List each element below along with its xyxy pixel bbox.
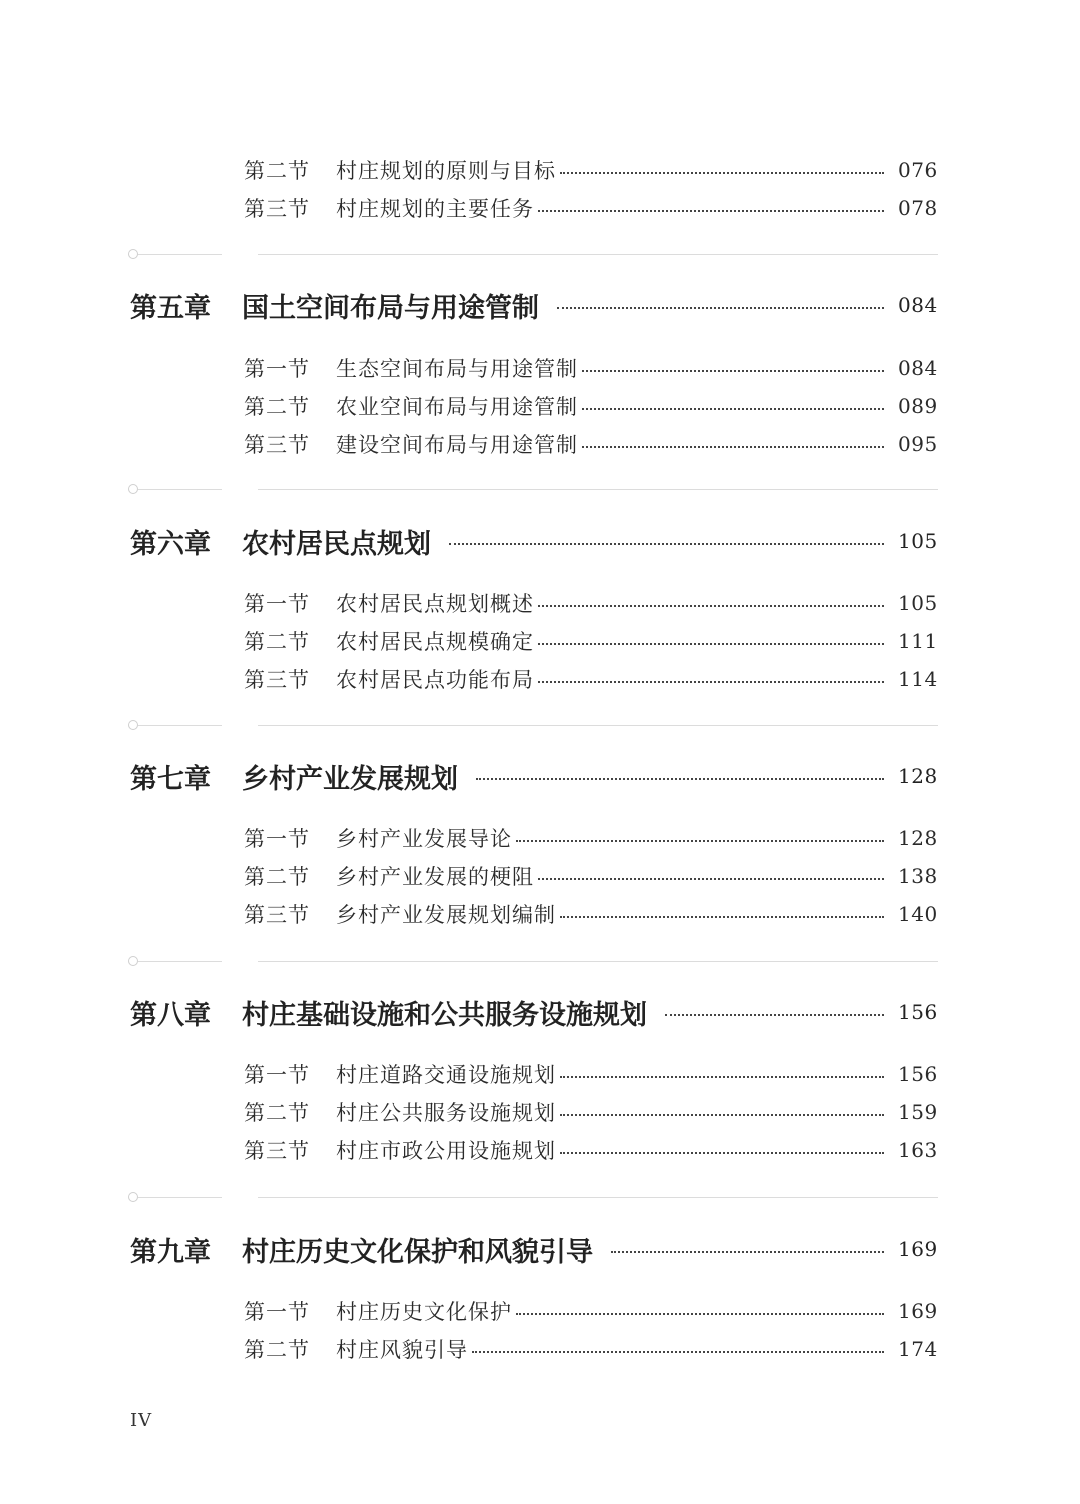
section-number: 第二节 [244,159,310,183]
section-number: 第二节 [244,1101,310,1125]
section-number: 第三节 [244,197,310,221]
toc-section-row[interactable] [244,1134,936,1166]
dot-leader [582,370,884,372]
chapter-divider [128,248,938,262]
toc-section-row[interactable] [244,1058,936,1090]
page-number: 169 [898,1299,938,1323]
divider-line-short [138,725,222,726]
page-number: 138 [898,864,938,888]
page-number: 159 [898,1100,938,1124]
dot-leader [516,840,884,842]
chapter-title: 农村居民点规划 [242,528,431,560]
chapter-divider [128,483,938,497]
page-number: 105 [898,591,938,615]
dot-leader [611,1251,884,1253]
section-number: 第三节 [244,668,310,692]
section-title: 建设空间布局与用途管制 [336,433,578,457]
section-title: 生态空间布局与用途管制 [336,357,578,381]
section-number: 第一节 [244,1300,310,1324]
toc-chapter-row[interactable] [130,521,936,561]
section-number: 第二节 [244,865,310,889]
section-number: 第一节 [244,827,310,851]
chapter-title: 乡村产业发展规划 [242,763,458,795]
dot-leader [538,681,884,683]
section-number: 第三节 [244,903,310,927]
dot-leader [665,1014,884,1016]
page-number: 163 [898,1138,938,1162]
dot-leader [582,408,884,410]
page-number: 114 [898,667,938,691]
section-title: 乡村产业发展的梗阻 [336,865,534,889]
section-number: 第二节 [244,395,310,419]
page-number: 169 [898,1237,938,1261]
section-number: 第三节 [244,1139,310,1163]
page-folio: IV [130,1410,153,1431]
chapter-title: 国土空间布局与用途管制 [242,292,539,324]
toc-chapter-row[interactable] [130,1229,936,1269]
divider-line-short [138,254,222,255]
chapter-number: 第七章 [130,763,211,795]
chapter-number: 第九章 [130,1236,211,1268]
dot-leader [557,307,884,309]
page-number: 076 [898,158,938,182]
toc-section-row[interactable] [244,898,936,930]
dot-leader [560,1152,884,1154]
section-title: 农村居民点规模确定 [336,630,534,654]
divider-line-long [258,725,938,726]
section-title: 农村居民点功能布局 [336,668,534,692]
section-title: 村庄历史文化保护 [336,1300,512,1324]
toc-section-row[interactable] [244,1096,936,1128]
dot-leader [476,778,884,780]
circle-ornament-icon [128,720,138,730]
section-title: 村庄风貌引导 [336,1338,468,1362]
section-title: 村庄公共服务设施规划 [336,1101,556,1125]
page-number: 084 [898,293,938,317]
page-number: 156 [898,1000,938,1024]
page-number: 089 [898,394,938,418]
page-number: 111 [898,629,938,653]
divider-line-long [258,254,938,255]
dot-leader [560,172,884,174]
page-number: 084 [898,356,938,380]
section-number: 第一节 [244,592,310,616]
dot-leader [538,878,884,880]
dot-leader [449,543,884,545]
page-number: 140 [898,902,938,926]
section-title: 村庄市政公用设施规划 [336,1139,556,1163]
toc-section-row[interactable] [244,663,936,695]
section-number: 第一节 [244,357,310,381]
circle-ornament-icon [128,956,138,966]
page-number: 156 [898,1062,938,1086]
section-title: 农业空间布局与用途管制 [336,395,578,419]
circle-ornament-icon [128,484,138,494]
page-number: 174 [898,1337,938,1361]
section-number: 第一节 [244,1063,310,1087]
divider-line-long [258,1197,938,1198]
toc-section-row[interactable] [244,860,936,892]
chapter-number: 第八章 [130,999,211,1031]
page-number: 105 [898,529,938,553]
page-number: 078 [898,196,938,220]
page-number: 128 [898,826,938,850]
circle-ornament-icon [128,249,138,259]
divider-line-short [138,961,222,962]
section-number: 第三节 [244,433,310,457]
divider-line-short [138,1197,222,1198]
chapter-title: 村庄基础设施和公共服务设施规划 [242,999,647,1031]
section-title: 村庄道路交通设施规划 [336,1063,556,1087]
toc-section-row[interactable] [244,352,936,384]
dot-leader [472,1351,884,1353]
section-title: 乡村产业发展规划编制 [336,903,556,927]
toc-chapter-row[interactable] [130,992,936,1032]
section-number: 第二节 [244,1338,310,1362]
divider-line-long [258,961,938,962]
section-number: 第二节 [244,630,310,654]
dot-leader [560,1114,884,1116]
dot-leader [582,446,884,448]
toc-section-row[interactable] [244,1295,936,1327]
page-number: 128 [898,764,938,788]
toc-section-row[interactable] [244,192,936,224]
section-title: 村庄规划的主要任务 [336,197,534,221]
divider-line-long [258,489,938,490]
chapter-divider [128,955,938,969]
toc-section-row[interactable] [244,587,936,619]
chapter-number: 第六章 [130,528,211,560]
divider-line-short [138,489,222,490]
toc-section-row[interactable] [244,428,936,460]
chapter-divider [128,719,938,733]
dot-leader [560,1076,884,1078]
dot-leader [538,643,884,645]
toc-section-row[interactable] [244,1333,936,1365]
section-title: 乡村产业发展导论 [336,827,512,851]
page-number: 095 [898,432,938,456]
toc-chapter-row[interactable] [130,285,936,325]
chapter-number: 第五章 [130,292,211,324]
chapter-title: 村庄历史文化保护和风貌引导 [242,1236,593,1268]
toc-section-row[interactable] [244,154,936,186]
chapter-divider [128,1191,938,1205]
dot-leader [516,1313,884,1315]
toc-section-row[interactable] [244,625,936,657]
dot-leader [538,210,884,212]
section-title: 村庄规划的原则与目标 [336,159,556,183]
toc-section-row[interactable] [244,390,936,422]
section-title: 农村居民点规划概述 [336,592,534,616]
toc-chapter-row[interactable] [130,756,936,796]
circle-ornament-icon [128,1192,138,1202]
dot-leader [538,605,884,607]
dot-leader [560,916,884,918]
toc-section-row[interactable] [244,822,936,854]
